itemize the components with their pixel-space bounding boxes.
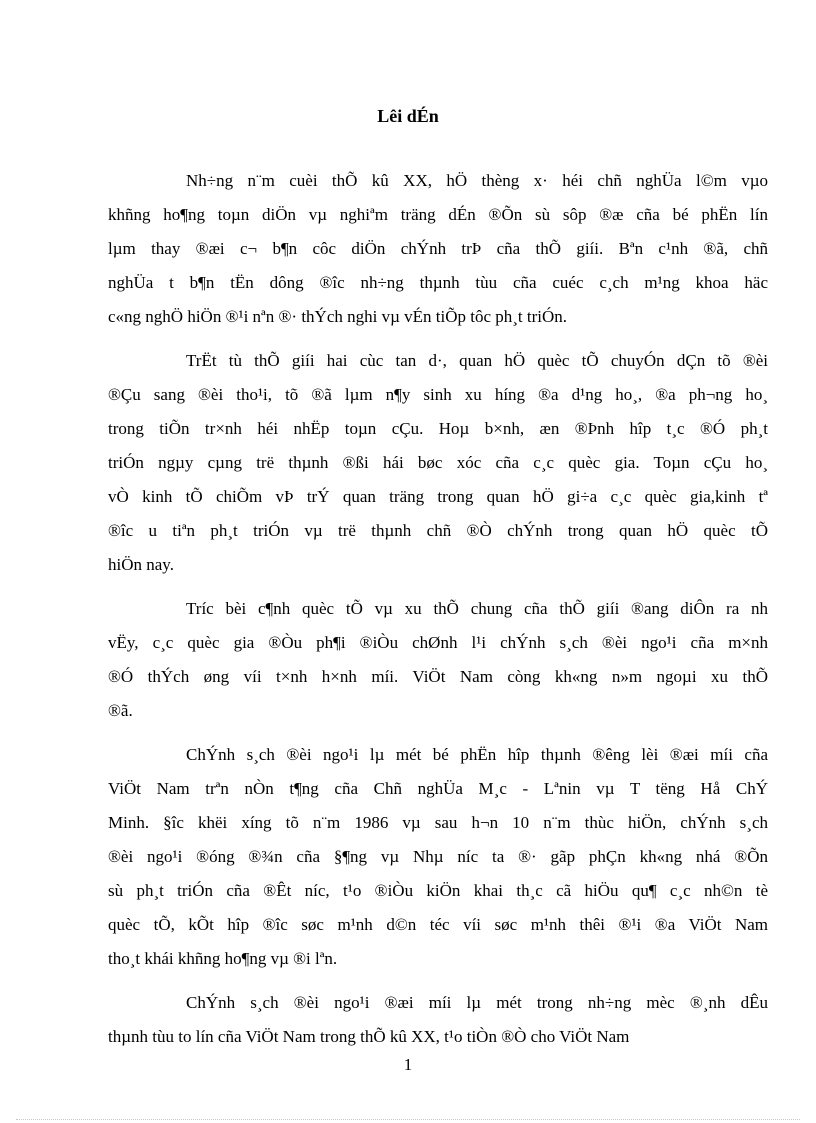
- text-line: ChÝnh s¸ch ®èi ngo¹i lµ mét bé phËn hîp thµnh ®êng lèi ®æi míi cña: [186, 745, 768, 764]
- paragraph: [108, 344, 768, 582]
- text-line: quèc tÕ, kÕt hîp ®îc søc m¹nh d©n téc víi søc m¹nh thêi ®¹i ®a ViÖt Nam: [108, 915, 768, 934]
- page-number: 1: [403, 1055, 413, 1074]
- text-line: triÓn ngµy cµng trë thµnh ®ßi hái bøc xóc cña c¸c quèc gia. Toµn cÇu ho¸: [108, 453, 768, 472]
- text-line: ®ã.: [108, 701, 133, 720]
- text-line: hiÖn nay.: [108, 555, 174, 574]
- text-line: c«ng nghÖ hiÖn ®¹i nªn ®· thÝch nghi vµ vÉn tiÕp tôc ph¸t triÓn.: [108, 307, 568, 326]
- text-line: khñng ho¶ng toµn diÖn vµ nghiªm träng dÉn ®Õn sù sôp ®æ cña bé phËn lín: [108, 205, 768, 224]
- text-line: ViÖt Nam trªn nÒn t¶ng cña Chñ nghÜa M¸c - Lªnin vµ T tëng Hå ChÝ: [108, 779, 768, 798]
- text-line: thµnh tùu to lín cña ViÖt Nam trong thÕ kû XX, t¹o tiÒn ®Ò cho ViÖt Nam: [108, 1027, 630, 1046]
- paragraph: [108, 738, 768, 976]
- paragraph: [108, 986, 768, 1054]
- text-line: nghÜa t b¶n tËn dông ®îc nh÷ng thµnh tùu cña cuéc c¸ch m¹ng khoa häc: [108, 273, 768, 292]
- footer-divider: [16, 1119, 800, 1120]
- text-line: ChÝnh s¸ch ®èi ngo¹i ®æi míi lµ mét trong nh÷ng mèc ®¸nh dÊu: [186, 993, 768, 1012]
- text-line: ®Çu sang ®èi tho¹i, tõ ®ã lµm n¶y sinh xu híng ®a d¹ng ho¸, ®a ph¬ng ho¸: [108, 385, 768, 404]
- text-line: Minh. §îc khëi xíng tõ n¨m 1986 vµ sau h¬n 10 n¨m thùc hiÖn, chÝnh s¸ch: [108, 813, 768, 832]
- text-line: ®èi ngo¹i ®óng ®¾n cña §¶ng vµ Nhµ níc ta ®· gãp phÇn kh«ng nhá ®Õn: [108, 847, 768, 866]
- text-line: Nh÷ng n¨m cuèi thÕ kû XX, hÖ thèng x· héi chñ nghÜa l©m vµo: [186, 171, 768, 190]
- text-line: tho¸t khái khñng ho¶ng vµ ®i lªn.: [108, 949, 338, 968]
- text-line: TrËt tù thÕ giíi hai cùc tan d·, quan hÖ quèc tÕ chuyÓn dÇn tõ ®èi: [186, 351, 768, 370]
- text-line: trong tiÕn tr×nh héi nhËp toµn cÇu. Hoµ b×nh, æn ®Þnh hîp t¸c ®Ó ph¸t: [108, 419, 768, 438]
- page-title: Lêi dÉn: [377, 106, 439, 126]
- paragraph: [108, 164, 768, 334]
- document-body: [108, 164, 768, 1064]
- text-line: sù ph¸t triÓn cña ®Êt níc, t¹o ®iÒu kiÖn khai th¸c cã hiÖu qu¶ c¸c nh©n tè: [108, 881, 768, 900]
- text-line: lµm thay ®æi c¬ b¶n côc diÖn chÝnh trÞ cña thÕ giíi. Bªn c¹nh ®ã, chñ: [108, 239, 768, 258]
- text-line: ®îc u tiªn ph¸t triÓn vµ trë thµnh chñ ®Ò chÝnh trong quan hÖ quèc tÕ: [108, 521, 768, 540]
- paragraph: [108, 592, 768, 728]
- text-line: Tríc bèi c¶nh quèc tÕ vµ xu thÕ chung cña thÕ giíi ®ang diÔn ra nh: [186, 599, 768, 618]
- text-line: vÒ kinh tÕ chiÕm vÞ trÝ quan träng trong quan hÖ gi÷a c¸c quèc gia,kinh tª: [108, 487, 768, 506]
- text-line: ®Ó thÝch øng víi t×nh h×nh míi. ViÖt Nam còng kh«ng n»m ngoµi xu thÕ: [108, 667, 768, 686]
- text-line: vËy, c¸c quèc gia ®Òu ph¶i ®iÒu chØnh l¹i chÝnh s¸ch ®èi ngo¹i cña m×nh: [108, 633, 768, 652]
